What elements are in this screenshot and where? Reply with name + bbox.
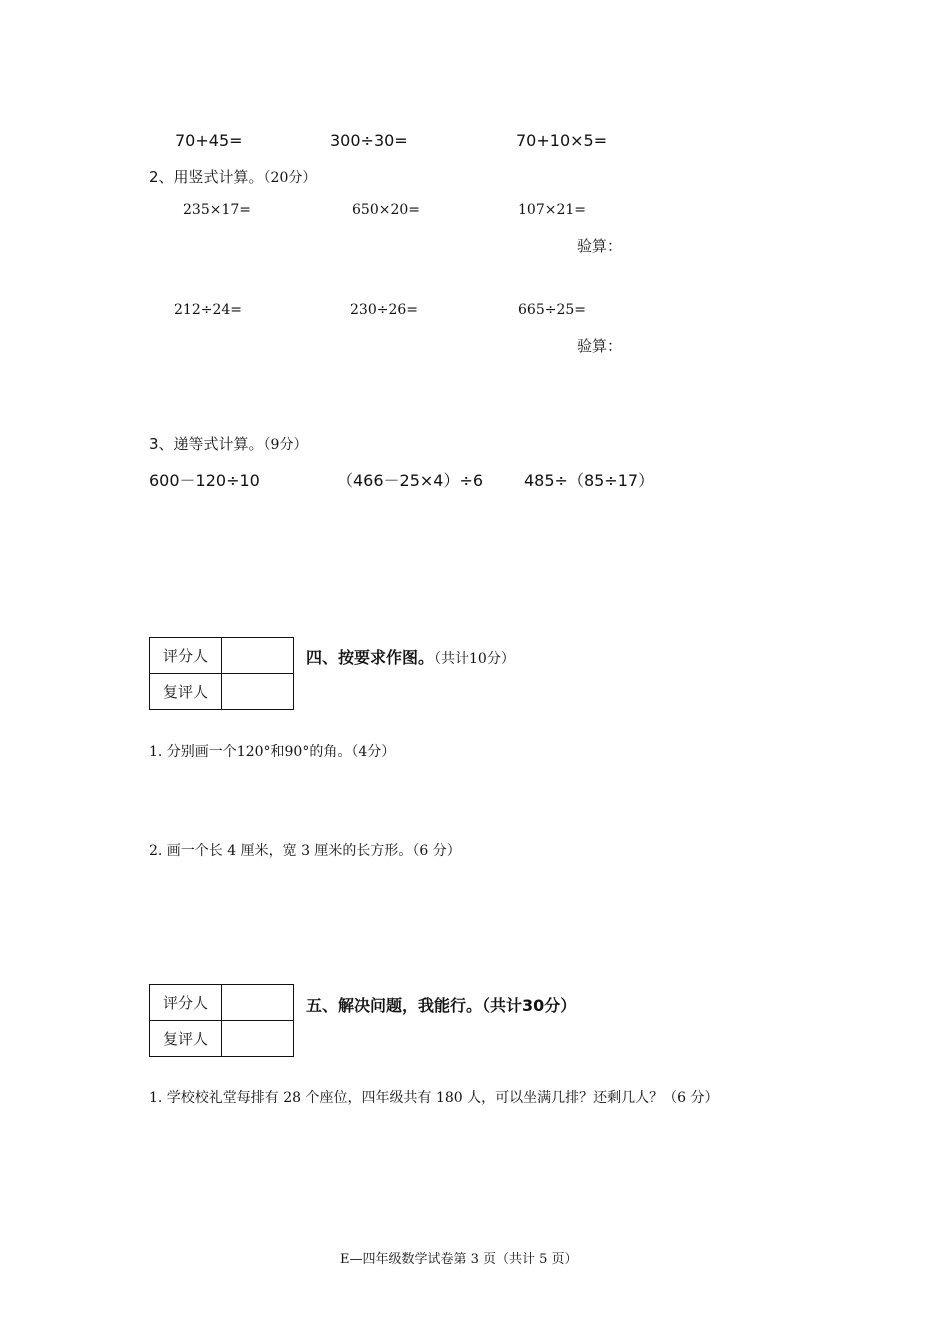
section5-heading: 五、解决问题，我能行。 (306, 996, 483, 1015)
section5-score-table (149, 984, 294, 1057)
section4-heading: 四、按要求作图。 (306, 648, 435, 667)
q3-item-2: （466－25×4）÷6 (337, 471, 484, 490)
q2-problem-1: 235×17= (183, 202, 251, 218)
grader-score-cell[interactable] (222, 638, 294, 674)
q2-problem-5: 230÷26= (350, 302, 418, 318)
q3-points: （9分） (263, 437, 308, 453)
section5-question-1: 1. 学校校礼堂每排有 28 个座位，四年级共有 180 人，可以坐满几排？还剩几人？（6 分） (149, 1090, 719, 1106)
q2-problem-2: 650×20= (352, 202, 420, 218)
q2-problem-4: 212÷24= (174, 302, 242, 318)
oral-item-1: 70+45= (175, 131, 243, 150)
reviewer-label: 复评人 (150, 674, 222, 710)
grader-score-cell[interactable] (222, 985, 294, 1021)
q3-title: 3、递等式计算。 (149, 435, 264, 453)
q2-problem-3: 107×21= (518, 202, 586, 218)
page-footer: E—四年级数学试卷第 3 页（共计 5 页） (340, 1252, 578, 1267)
q3-item-1: 600－120÷10 (149, 471, 260, 490)
grader-label: 评分人 (150, 985, 222, 1021)
q2-title: 2、用竖式计算。 (149, 168, 264, 186)
section5-points: （共计30分） (482, 996, 577, 1015)
q2-check-label-1: 验算： (577, 237, 623, 255)
section4-score-table (149, 637, 294, 710)
q2-points: （20分） (263, 170, 317, 186)
section4-question-2: 2. 画一个长 4 厘米，宽 3 厘米的长方形。（6 分） (149, 843, 461, 859)
section4-question-1: 1. 分别画一个120°和90°的角。（4分） (149, 744, 396, 760)
oral-item-2: 300÷30= (330, 131, 408, 150)
q2-heading (149, 166, 316, 187)
q3-item-3: 485÷（85÷17） (524, 471, 655, 490)
section4-heading-line (306, 645, 515, 668)
reviewer-label: 复评人 (150, 1021, 222, 1057)
grader-label: 评分人 (150, 638, 222, 674)
q3-heading (149, 433, 307, 454)
section4-points: （共计10分） (434, 651, 515, 667)
reviewer-score-cell[interactable] (222, 1021, 294, 1057)
q2-problem-6: 665÷25= (518, 302, 586, 318)
reviewer-score-cell[interactable] (222, 674, 294, 710)
q2-check-label-2: 验算： (577, 337, 623, 355)
section5-heading-line (306, 993, 576, 1016)
oral-item-3: 70+10×5= (516, 131, 608, 150)
